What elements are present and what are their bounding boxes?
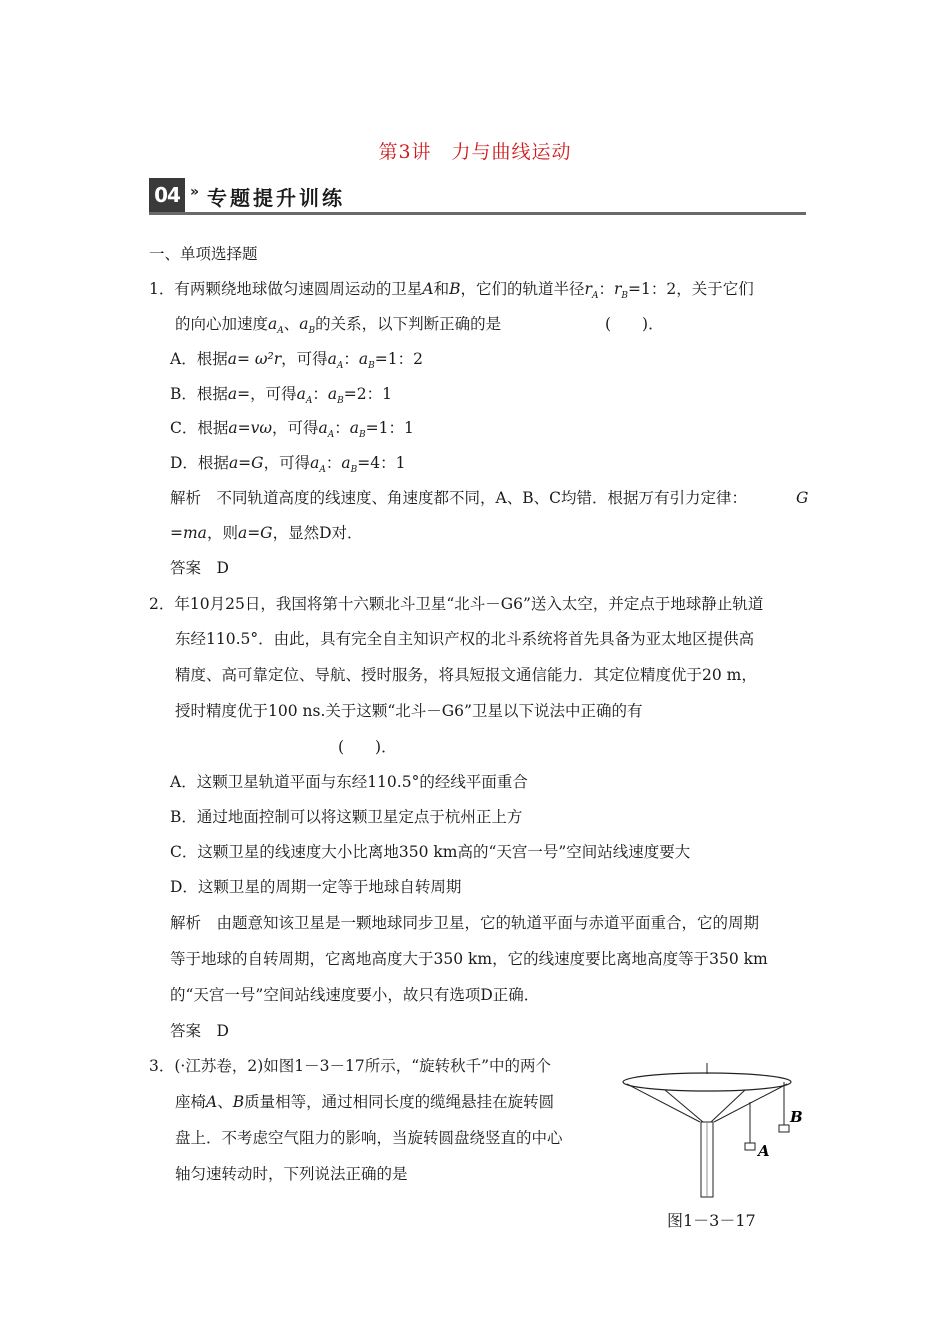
q1-stem-line2: 的向心加速度$a_A$、$a_B$的关系，以下判断正确的是	[175, 315, 502, 337]
q1-option-d: D．根据a=G，可得$a_A$：$a_B=4$：1	[170, 454, 406, 476]
q1-answer: 答案 D	[170, 559, 229, 577]
q2-stem-line4: 授时精度优于100 ns.关于这颗“北斗－G6”卫星以下说法中正确的有	[175, 702, 643, 720]
q1-stem-line1: 1．有两颗绕地球做匀速圆周运动的卫星A和B，它们的轨道半径$r_A$：$r_B=1$：2，关于它们	[149, 280, 754, 302]
q2-analysis-line3: 的“天宫一号”空间站线速度要小，故只有选项D正确．	[170, 986, 540, 1004]
q1-analysis-line2: =ma，则a=G，显然D对．	[170, 524, 363, 542]
q1-analysis-g: G	[796, 489, 809, 507]
q3-number: 3．	[149, 1057, 175, 1075]
q3-stem-line2: 座椅A、B质量相等，通过相同长度的缆绳悬挂在旋转圆	[175, 1093, 555, 1111]
rotating-swing-figure	[615, 1060, 815, 1205]
q1-option-b: B．根据a=，可得$a_A$：$a_B=2$：1	[170, 385, 392, 407]
q2-option-a: A．这颗卫星轨道平面与东经110.5°的经线平面重合	[170, 773, 528, 791]
section-banner-title: 专题提升训练	[207, 186, 345, 210]
figure-label-b: B	[790, 1108, 803, 1126]
q1-option-a: A．根据a= ω²r，可得$a_A$：$a_B=1$：2	[170, 350, 423, 372]
q2-answer-blank: ( )．	[338, 738, 397, 756]
figure-caption: 图1－3－17	[667, 1211, 756, 1230]
q2-analysis-line2: 等于地球的自转周期，它离地高度大于350 km，它的线速度要比离地高度等于350 km	[170, 950, 768, 968]
q1-analysis-line1: 解析 不同轨道高度的线速度、角速度都不同，A、B、C均错．根据万有引力定律：	[170, 489, 747, 507]
q2-analysis-line1: 解析 由题意知该卫星是一颗地球同步卫星，它的轨道平面与赤道平面重合，它的周期	[170, 914, 760, 932]
banner-divider	[149, 212, 806, 215]
q2-answer: 答案 D	[170, 1022, 229, 1040]
q2-stem-line1: 2．年10月25日，我国将第十六颗北斗卫星“北斗－G6”送入太空，并定点于地球静止轨道	[149, 595, 764, 613]
q1-number: 1．	[149, 280, 175, 298]
q2-stem-line3: 精度、高可靠定位、导航、授时服务，将具短报文通信能力．其定位精度优于20 m，	[175, 666, 757, 684]
q1-answer-blank: ( )．	[605, 315, 664, 333]
section-heading: 一、单项选择题	[149, 245, 258, 263]
page-title: 第3讲 力与曲线运动	[378, 141, 572, 163]
q2-option-b: B．通过地面控制可以将这颗卫星定点于杭州正上方	[170, 808, 523, 826]
q2-number: 2．	[149, 595, 175, 613]
q3-stem-line3: 盘上．不考虑空气阻力的影响，当旋转圆盘绕竖直的中心	[175, 1129, 563, 1147]
q3-stem-line1: 3．(·江苏卷，2)如图1－3－17所示，“旋转秋千”中的两个	[149, 1057, 552, 1075]
q2-stem-line2: 东经110.5°．由此，具有完全自主知识产权的北斗系统将首先具备为亚太地区提供高	[175, 630, 755, 648]
figure-label-a: A	[758, 1142, 770, 1160]
q2-option-d: D．这颗卫星的周期一定等于地球自转周期	[170, 878, 462, 896]
section-badge: 04	[149, 178, 185, 212]
q2-option-c: C．这颗卫星的线速度大小比离地350 km高的“天宫一号”空间站线速度要大	[170, 843, 691, 861]
q3-stem-line4: 轴匀速转动时，下列说法正确的是	[175, 1165, 408, 1183]
chevron-icon: »	[190, 184, 200, 200]
q1-option-c: C．根据a=vω，可得$a_A$：$a_B=1$：1	[170, 419, 414, 441]
